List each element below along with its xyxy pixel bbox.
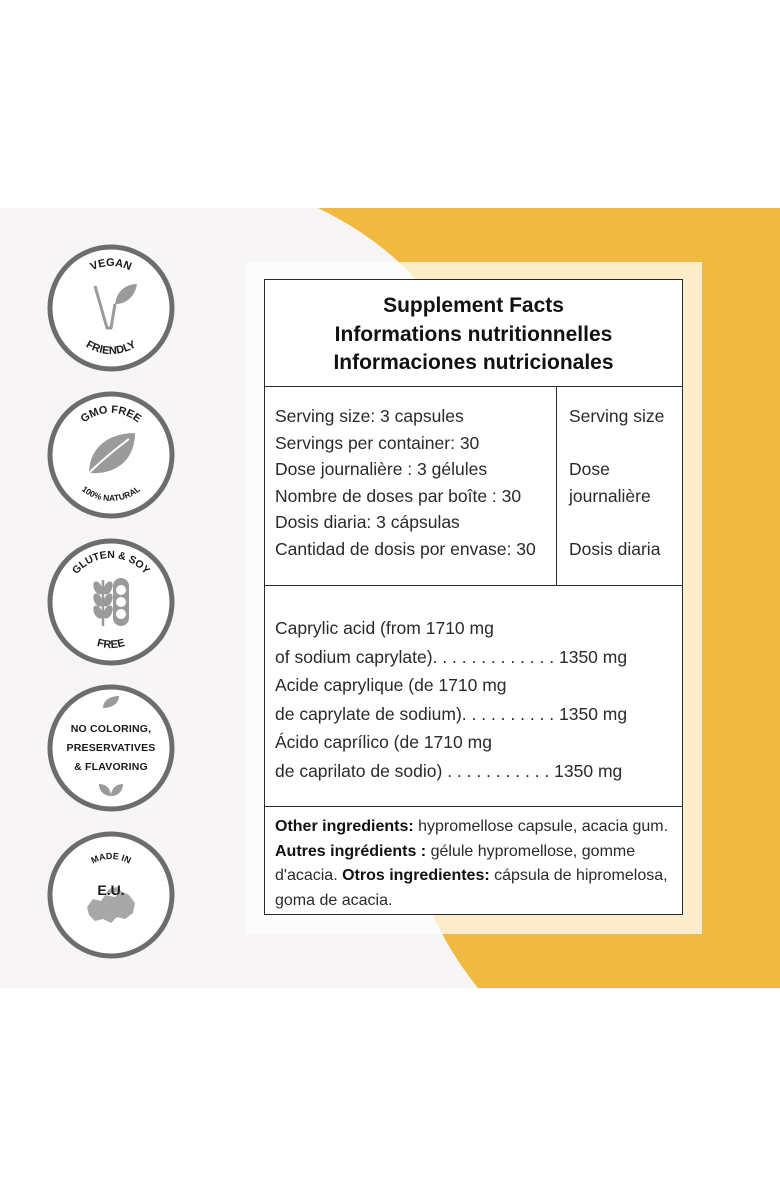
amount-line: de caprylate de sodium). . . . . . . . . . 1350 mg [275, 703, 628, 724]
serving-section [265, 387, 682, 586]
title-french: Informations nutritionnelles [334, 322, 613, 346]
made-in-eu-badge [45, 829, 177, 961]
friendly-label: FRIENDLY [83, 338, 139, 358]
serving-line: Dose journalière : 3 gélules [275, 459, 488, 479]
title-spanish: Informaciones nutricionales [333, 351, 614, 374]
other-label-es: Otros ingredientes: [342, 867, 490, 884]
amount-line: of sodium caprylate). . . . . . . . . . . . . 1350 mg [275, 646, 628, 667]
amount-line: Acide caprylique (de 1710 mg [275, 675, 507, 695]
supplement-facts-panel [264, 279, 683, 915]
title-english: Supplement Facts [383, 294, 564, 317]
facts-header [265, 280, 682, 387]
serving-line: Nombre de doses par boîte : 30 [275, 485, 522, 506]
other-text-en: hypromellose capsule, acacia gum. [413, 818, 669, 835]
free-label: FREE [95, 637, 127, 652]
dose-header-line-2: journalière [569, 485, 651, 506]
ingredient-amounts [265, 586, 682, 807]
gluten-soy-free-badge [45, 536, 177, 668]
no-coloring-badge [45, 682, 177, 814]
other-text-fr: gélule hypromellose, gomme d'acacia. [275, 842, 636, 884]
other-text-es: cápsula de hipromelosa, goma de acacia. [275, 867, 668, 909]
serving-line: Servings per container: 30 [275, 432, 480, 453]
no-coloring-line-2: PRESERVATIVES [66, 742, 156, 754]
no-coloring-text [45, 720, 177, 777]
other-label-fr: Autres ingrédients : [275, 842, 427, 860]
other-ingredients [265, 807, 682, 913]
vegan-label: VEGAN [88, 256, 134, 274]
serving-line: Cantidad de dosis por envase: 30 [275, 538, 536, 559]
gmo-free-badge [45, 389, 177, 521]
vegan-friendly-badge [45, 242, 177, 374]
dosis-header: Dosis diaria [569, 538, 661, 559]
other-label-en: Other ingredients: [275, 818, 414, 835]
amount-line: Ácido caprílico (de 1710 mg [275, 732, 492, 752]
gluten-soy-label: GLUTEN & SOY [69, 548, 153, 577]
natural-label: 100% NATURAL [80, 483, 142, 504]
no-coloring-line-1: NO COLORING, [70, 723, 152, 735]
dose-header-line-1: Dose [569, 459, 610, 479]
serving-size-header: Serving size [569, 406, 665, 426]
serving-line: Serving size: 3 capsules [275, 406, 464, 426]
serving-line: Dosis diaria: 3 cápsulas [275, 512, 460, 532]
no-coloring-line-3: & FLAVORING [74, 761, 148, 773]
serving-info [265, 387, 557, 585]
made-in-label: MADE IN [89, 850, 133, 866]
amount-line: Caprylic acid (from 1710 mg [275, 618, 494, 638]
eu-label: E.U. [97, 882, 125, 898]
serving-size-column [569, 403, 681, 562]
gmo-free-label: GMO FREE [78, 403, 144, 426]
amount-line: de caprilato de sodio) . . . . . . . . . . . 1350 mg [275, 760, 623, 781]
